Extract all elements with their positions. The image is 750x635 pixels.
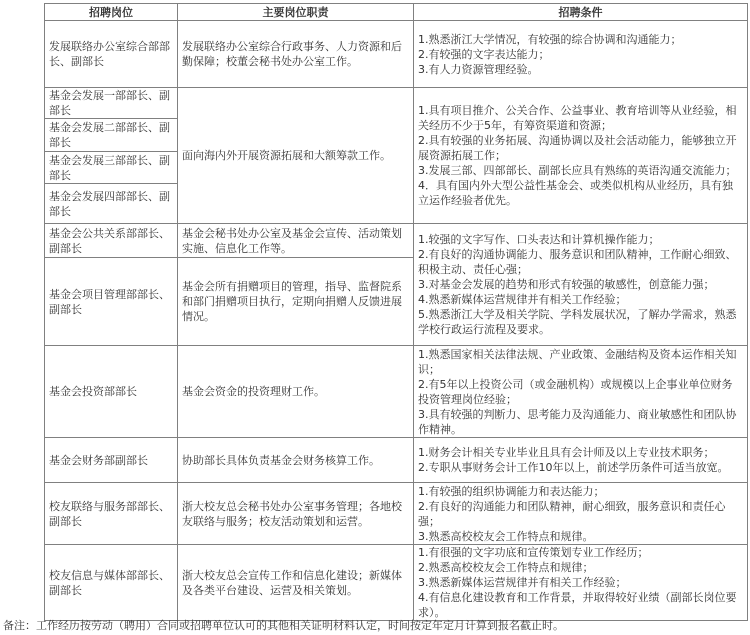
requirement-line: 5.熟悉浙江大学及相关学院、学科发展状况，了解办学需求，熟悉学校行政运行流程及要求。 xyxy=(418,308,737,336)
requirement-line: 1.有很强的文字功底和宣传策划专业工作经历； xyxy=(418,546,649,559)
requirement-cell xyxy=(414,88,748,224)
duty-cell: 浙大校友总会秘书处办公室事务管理；各地校友联络与服务；校友活动策划和运营。 xyxy=(178,483,414,545)
header-duty: 主要岗位职责 xyxy=(178,4,414,21)
requirement-cell xyxy=(414,545,748,621)
requirement-cell xyxy=(414,438,748,483)
requirement-line: 2.有良好的沟通协调能力、服务意识和团队精神，工作耐心细致、积极主动、责任心强； xyxy=(418,248,737,276)
requirement-cell xyxy=(414,346,748,438)
requirement-line: 4.熟悉新媒体运营规律并有相关工作经验； xyxy=(418,293,627,306)
requirement-line: 1.熟悉浙江大学情况，有较强的综合协调和沟通能力； xyxy=(418,32,682,46)
requirement-line: 3.有人力资源管理经验。 xyxy=(418,62,539,76)
requirement-cell xyxy=(414,21,748,88)
requirement-line: 3.熟悉新媒体运营规律并有相关工作经验； xyxy=(418,576,627,589)
requirement-line: 3.熟悉高校校友会工作特点和规律。 xyxy=(418,529,594,543)
table-row xyxy=(45,21,748,88)
table-row xyxy=(45,88,748,119)
position-cell: 发展联络办公室综合部部长、副部长 xyxy=(45,21,178,88)
duty-cell: 协助部长具体负责基金会财务核算工作。 xyxy=(178,438,414,483)
table-row xyxy=(45,346,748,438)
requirement-line: 2.熟悉高校校友会工作特点和规律； xyxy=(418,561,594,574)
recruitment-table xyxy=(44,3,748,621)
duty-cell: 基金会所有捐赠项目的管理，指导、监督院系和部门捐赠项目执行，定期向捐赠人反馈进展情况。 xyxy=(178,258,414,346)
duty-cell: 面向海内外开展资源拓展和大额筹款工作。 xyxy=(178,88,414,224)
position-cell: 基金会发展二部部长、副部长 xyxy=(45,119,178,152)
requirement-line: 1.有较强的组织协调能力和表达能力； xyxy=(418,484,605,498)
requirement-line: 1.较强的文字写作、口头表达和计算机操作能力； xyxy=(418,233,660,246)
position-cell: 基金会发展一部部长、副部长 xyxy=(45,88,178,119)
position-cell: 基金会发展四部部长、副部长 xyxy=(45,184,178,224)
table-row xyxy=(45,483,748,545)
requirement-cell xyxy=(414,224,748,346)
duty-cell: 发展联络办公室综合行政事务、人力资源和后勤保障；校董会秘书处办公室工作。 xyxy=(178,21,414,88)
position-cell: 基金会项目管理部部长、副部长 xyxy=(45,258,178,346)
requirement-line: 3.对基金会发展的趋势和形式有较强的敏感性，创意能力强； xyxy=(418,278,715,291)
position-cell: 基金会发展三部部长、副部长 xyxy=(45,152,178,184)
requirement-line: 1.具有项目推介、公关合作、公益事业、教育培训等从业经验，相关经历不少于5年，有筹资渠道和资源； xyxy=(418,104,737,132)
position-cell: 校友联络与服务部部长、副部长 xyxy=(45,483,178,545)
requirement-line: 2.具有较强的业务拓展、沟通协调以及社会活动能力，能够独立开展资源拓展工作； xyxy=(418,134,737,162)
position-cell: 基金会投资部部长 xyxy=(45,346,178,438)
requirement-line: 3.具有较强的判断力、思考能力及沟通能力、商业敏感性和团队协作精神。 xyxy=(418,407,737,436)
position-cell: 基金会财务部副部长 xyxy=(45,438,178,483)
requirement-line: 2.有良好的沟通能力和团队精神，耐心细致，服务意识和责任心强； xyxy=(418,499,726,528)
duty-cell: 浙大校友总会宣传工作和信息化建设；新媒体及各类平台建设、运营及相关策划。 xyxy=(178,545,414,621)
table-row xyxy=(45,224,748,258)
header-position: 招聘岗位 xyxy=(45,4,178,21)
requirement-line: 2.有较强的文字表达能力； xyxy=(418,47,550,61)
requirement-line: 2.专职从事财务会计工作10年以上，前述学历条件可适当放宽。 xyxy=(418,461,729,474)
table-header-row xyxy=(45,4,748,21)
requirement-line: 2.有5年以上投资公司（或金融机构）或规模以上企事业单位财务投资管理岗位经验； xyxy=(418,377,733,406)
position-cell: 校友信息与媒体部部长、副部长 xyxy=(45,545,178,621)
requirement-line: 4.有信息化建设教育和工作背景，并取得较好业绩（副部长岗位要求）。 xyxy=(418,591,737,619)
requirement-line: 4．具有国内外大型公益性基金会、或类似机构从业经历，具有独立运作经验者优先。 xyxy=(418,179,733,207)
header-requirement: 招聘条件 xyxy=(414,4,748,21)
requirement-line: 1.财务会计相关专业毕业且具有会计师及以上专业技术职务； xyxy=(418,446,715,459)
duty-cell: 基金会资金的投资理财工作。 xyxy=(178,346,414,438)
requirement-line: 1.熟悉国家相关法律法规、产业政策、金融结构及资本运作相关知识； xyxy=(418,347,737,376)
footnote: 备注：工作经历按劳动（聘用）合同或招聘单位认可的其他相关证明材料认定，时间按定年定月计算到报名截止时。 xyxy=(3,619,564,632)
requirement-cell xyxy=(414,483,748,545)
duty-cell: 基金会秘书处办公室及基金会宣传、活动策划实施、信息化工作等。 xyxy=(178,224,414,258)
table-row xyxy=(45,438,748,483)
table-row xyxy=(45,545,748,621)
position-cell: 基金会公共关系部部长、副部长 xyxy=(45,224,178,258)
requirement-line: 3.发展三部、四部部长、副部长应具有熟练的英语沟通交流能力； xyxy=(418,164,737,177)
